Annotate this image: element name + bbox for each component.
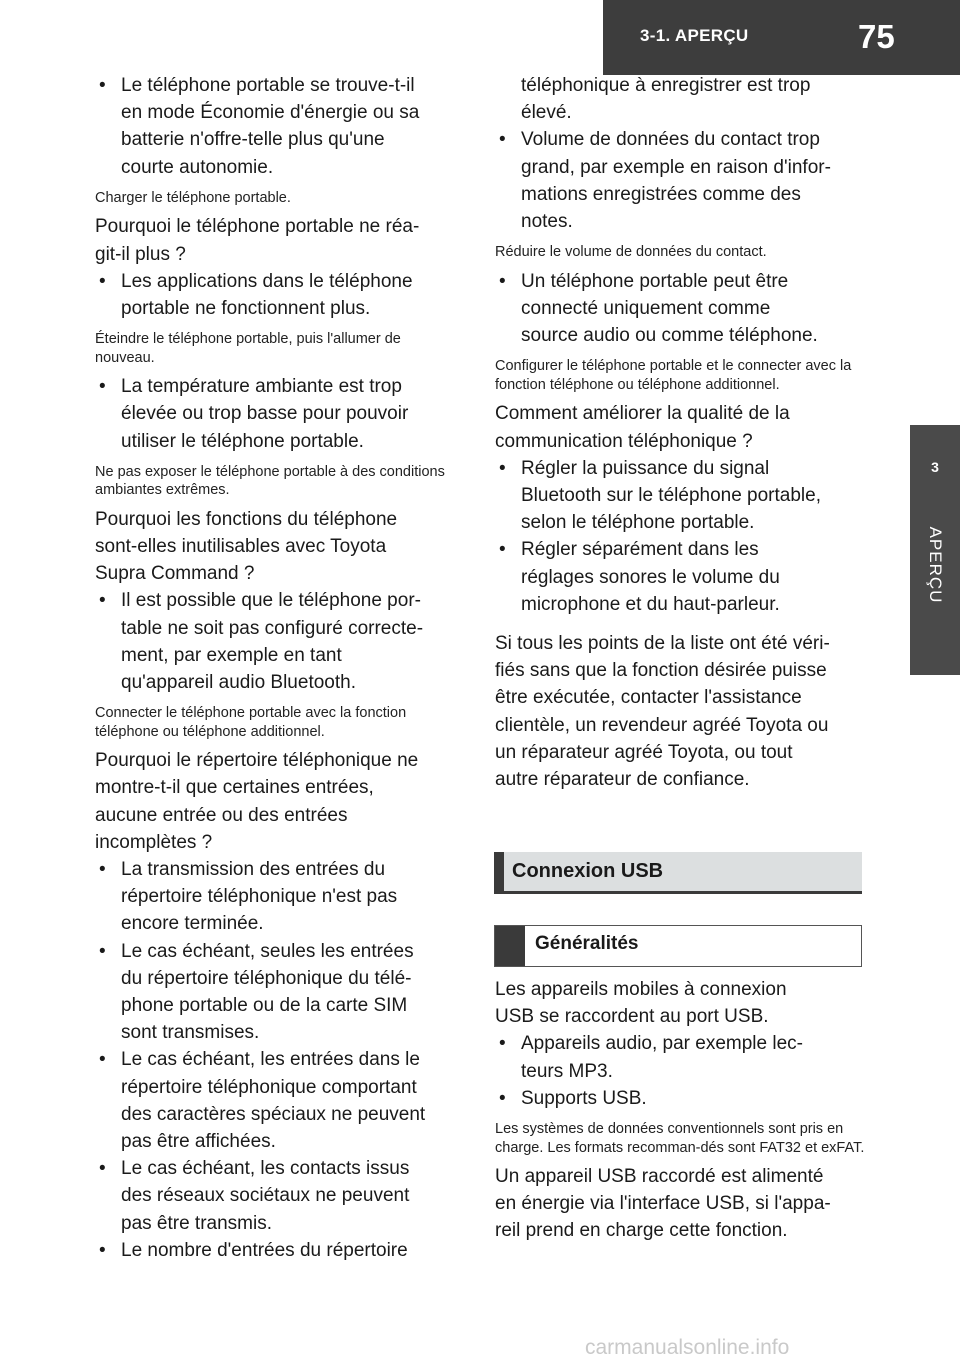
bullet-item: • Appareils audio, par exemple lec- bbox=[495, 1030, 865, 1057]
bullet-item: • Il est possible que le téléphone por- bbox=[95, 587, 460, 614]
paragraph-line: autre réparateur de confiance. bbox=[495, 768, 750, 790]
general-title: Généralités bbox=[535, 933, 639, 954]
bullet-continuation: notes. bbox=[521, 211, 573, 233]
paragraph-line: un réparateur agréé Toyota, ou tout bbox=[495, 741, 793, 763]
bullet-continuation: sont transmises. bbox=[121, 1022, 260, 1044]
paragraph-line: aucune entrée ou des entrées bbox=[95, 804, 348, 826]
bullet-continuation: répertoire téléphonique n'est pas bbox=[121, 886, 398, 908]
solution-note: Les systèmes de données conventionnels sont pris en charge. Les formats recomman-dés sont FAT32 et exFAT. bbox=[495, 1121, 865, 1156]
paragraph-line: montre-t-il que certaines entrées, bbox=[95, 777, 374, 799]
subheading-bar bbox=[495, 926, 525, 966]
solution-note: Configurer le téléphone portable et le connecter avec la fonction téléphone ou téléphone additionnel. bbox=[495, 358, 852, 393]
bullet-continuation: des caractères spéciaux ne peuvent bbox=[121, 1103, 426, 1125]
bullet-item: • Volume de données du contact trop bbox=[495, 126, 865, 153]
bullet-item: • La transmission des entrées du bbox=[95, 856, 460, 883]
bullet-continuation: en mode Économie d'énergie ou sa bbox=[121, 102, 420, 124]
bullet-item: • La température ambiante est trop bbox=[95, 373, 460, 400]
chapter-label: APERÇU bbox=[926, 526, 945, 604]
paragraph-line: Comment améliorer la qualité de la bbox=[495, 403, 790, 425]
right-column bbox=[495, 72, 865, 793]
bullet-item: • Le cas échéant, les entrées dans le bbox=[95, 1046, 460, 1073]
paragraph-line: Les appareils mobiles à connexion bbox=[495, 979, 787, 1000]
bullet-item: • Le cas échéant, seules les entrées bbox=[95, 938, 460, 965]
paragraph-line: git-il plus ? bbox=[95, 243, 186, 265]
bullet-continuation: répertoire téléphonique comportant bbox=[121, 1076, 417, 1098]
bullet-continuation: source audio ou comme téléphone. bbox=[521, 325, 818, 347]
paragraph-line: en énergie via l'interface USB, si l'appa- bbox=[495, 1193, 831, 1215]
bullet-continuation: téléphonique à enregistrer est trop bbox=[521, 75, 811, 96]
paragraph-line: Pourquoi les fonctions du téléphone bbox=[95, 508, 398, 530]
bullet-continuation: pas être affichées. bbox=[121, 1131, 276, 1152]
paragraph-line: Pourquoi le répertoire téléphonique ne bbox=[95, 750, 419, 772]
paragraph-line: reil prend en charge cette fonction. bbox=[495, 1220, 788, 1242]
paragraph-line: sont-elles inutilisables avec Toyota bbox=[95, 535, 387, 557]
page-number: 75 bbox=[858, 18, 895, 55]
bullet-continuation: élevé. bbox=[521, 102, 572, 124]
usb-section-heading bbox=[494, 852, 862, 894]
bullet-continuation: qu'appareil audio Bluetooth. bbox=[121, 671, 356, 693]
bullet-item: • Le cas échéant, les contacts issus bbox=[95, 1155, 460, 1182]
bullet-continuation: microphone et du haut-parleur. bbox=[521, 593, 780, 615]
bullet-continuation: batterie n'offre-telle plus qu'une bbox=[121, 129, 385, 151]
bullet-continuation: pas être transmis. bbox=[121, 1212, 272, 1234]
usb-section-title: Connexion USB bbox=[512, 860, 664, 882]
paragraph-line: Supra Command ? bbox=[95, 563, 255, 585]
bullet-continuation: du répertoire téléphonique du télé- bbox=[121, 967, 412, 989]
solution-note: Éteindre le téléphone portable, puis l'allumer de nouveau. bbox=[95, 331, 401, 366]
bullet-continuation: mations enregistrées comme des bbox=[521, 183, 801, 205]
bullet-continuation: utiliser le téléphone portable. bbox=[121, 430, 364, 452]
section-title: 3-1. APERÇU bbox=[640, 26, 749, 45]
solution-note: Connecter le téléphone portable avec la fonction téléphone ou téléphone additionnel. bbox=[95, 705, 407, 740]
bullet-continuation: Bluetooth sur le téléphone portable, bbox=[521, 484, 821, 506]
paragraph-line: communication téléphonique ? bbox=[495, 430, 753, 452]
bullet-continuation: portable ne fonctionnent plus. bbox=[121, 297, 371, 319]
solution-note: Ne pas exposer le téléphone portable à des conditions ambiantes extrêmes. bbox=[95, 463, 445, 499]
paragraph-line: USB se raccordent au port USB. bbox=[495, 1006, 769, 1028]
general-subheading bbox=[494, 925, 862, 967]
bullet-continuation: table ne soit pas configuré correcte- bbox=[121, 617, 424, 639]
bullet-continuation: courte autonomie. bbox=[121, 156, 274, 178]
bullet-continuation: selon le téléphone portable. bbox=[521, 512, 755, 534]
paragraph-line: Pourquoi le téléphone portable ne réa- bbox=[95, 216, 420, 238]
bullet-item: • Un téléphone portable peut être bbox=[495, 268, 865, 295]
bullet-item: • Supports USB. bbox=[495, 1085, 865, 1112]
paragraph-line: Si tous les points de la liste ont été véri- bbox=[495, 632, 830, 654]
bullet-item: • Régler séparément dans les bbox=[495, 536, 865, 563]
paragraph-line: Un appareil USB raccordé est alimenté bbox=[495, 1166, 824, 1188]
bullet-continuation: teurs MP3. bbox=[521, 1060, 613, 1082]
bullet-continuation: connecté uniquement comme bbox=[521, 297, 771, 319]
bullet-continuation: réglages sonores le volume du bbox=[521, 566, 780, 588]
spacer bbox=[495, 618, 865, 630]
paragraph-line: fiés sans que la fonction désirée puisse bbox=[495, 660, 827, 682]
bullet-item: • Le nombre d'entrées du répertoire bbox=[95, 1237, 460, 1264]
paragraph-line: être exécutée, contacter l'assistance bbox=[495, 687, 802, 709]
bullet-continuation: des réseaux sociétaux ne peuvent bbox=[121, 1185, 410, 1207]
watermark: carmanualsonline.info bbox=[585, 1336, 790, 1359]
solution-note: Charger le téléphone portable. bbox=[95, 189, 291, 206]
bullet-item: • Les applications dans le téléphone bbox=[95, 268, 460, 295]
left-column bbox=[95, 72, 460, 1264]
bullet-continuation: encore terminée. bbox=[121, 913, 264, 935]
bullet-continuation: ment, par exemple en tant bbox=[121, 644, 342, 666]
bullet-item: • Régler la puissance du signal bbox=[495, 455, 865, 482]
solution-note: Réduire le volume de données du contact. bbox=[495, 244, 767, 261]
heading-bar bbox=[494, 852, 504, 894]
bullet-continuation: grand, par exemple en raison d'infor- bbox=[521, 156, 831, 178]
paragraph-line: clientèle, un revendeur agréé Toyota ou bbox=[495, 714, 829, 736]
bullet-continuation: phone portable ou de la carte SIM bbox=[121, 994, 408, 1016]
bullet-item: • Le téléphone portable se trouve-t-il bbox=[95, 72, 460, 99]
usb-column bbox=[495, 976, 865, 1245]
chapter-number: 3 bbox=[931, 459, 939, 475]
paragraph-line: incomplètes ? bbox=[95, 831, 213, 853]
bullet-continuation: élevée ou trop basse pour pouvoir bbox=[121, 403, 409, 425]
